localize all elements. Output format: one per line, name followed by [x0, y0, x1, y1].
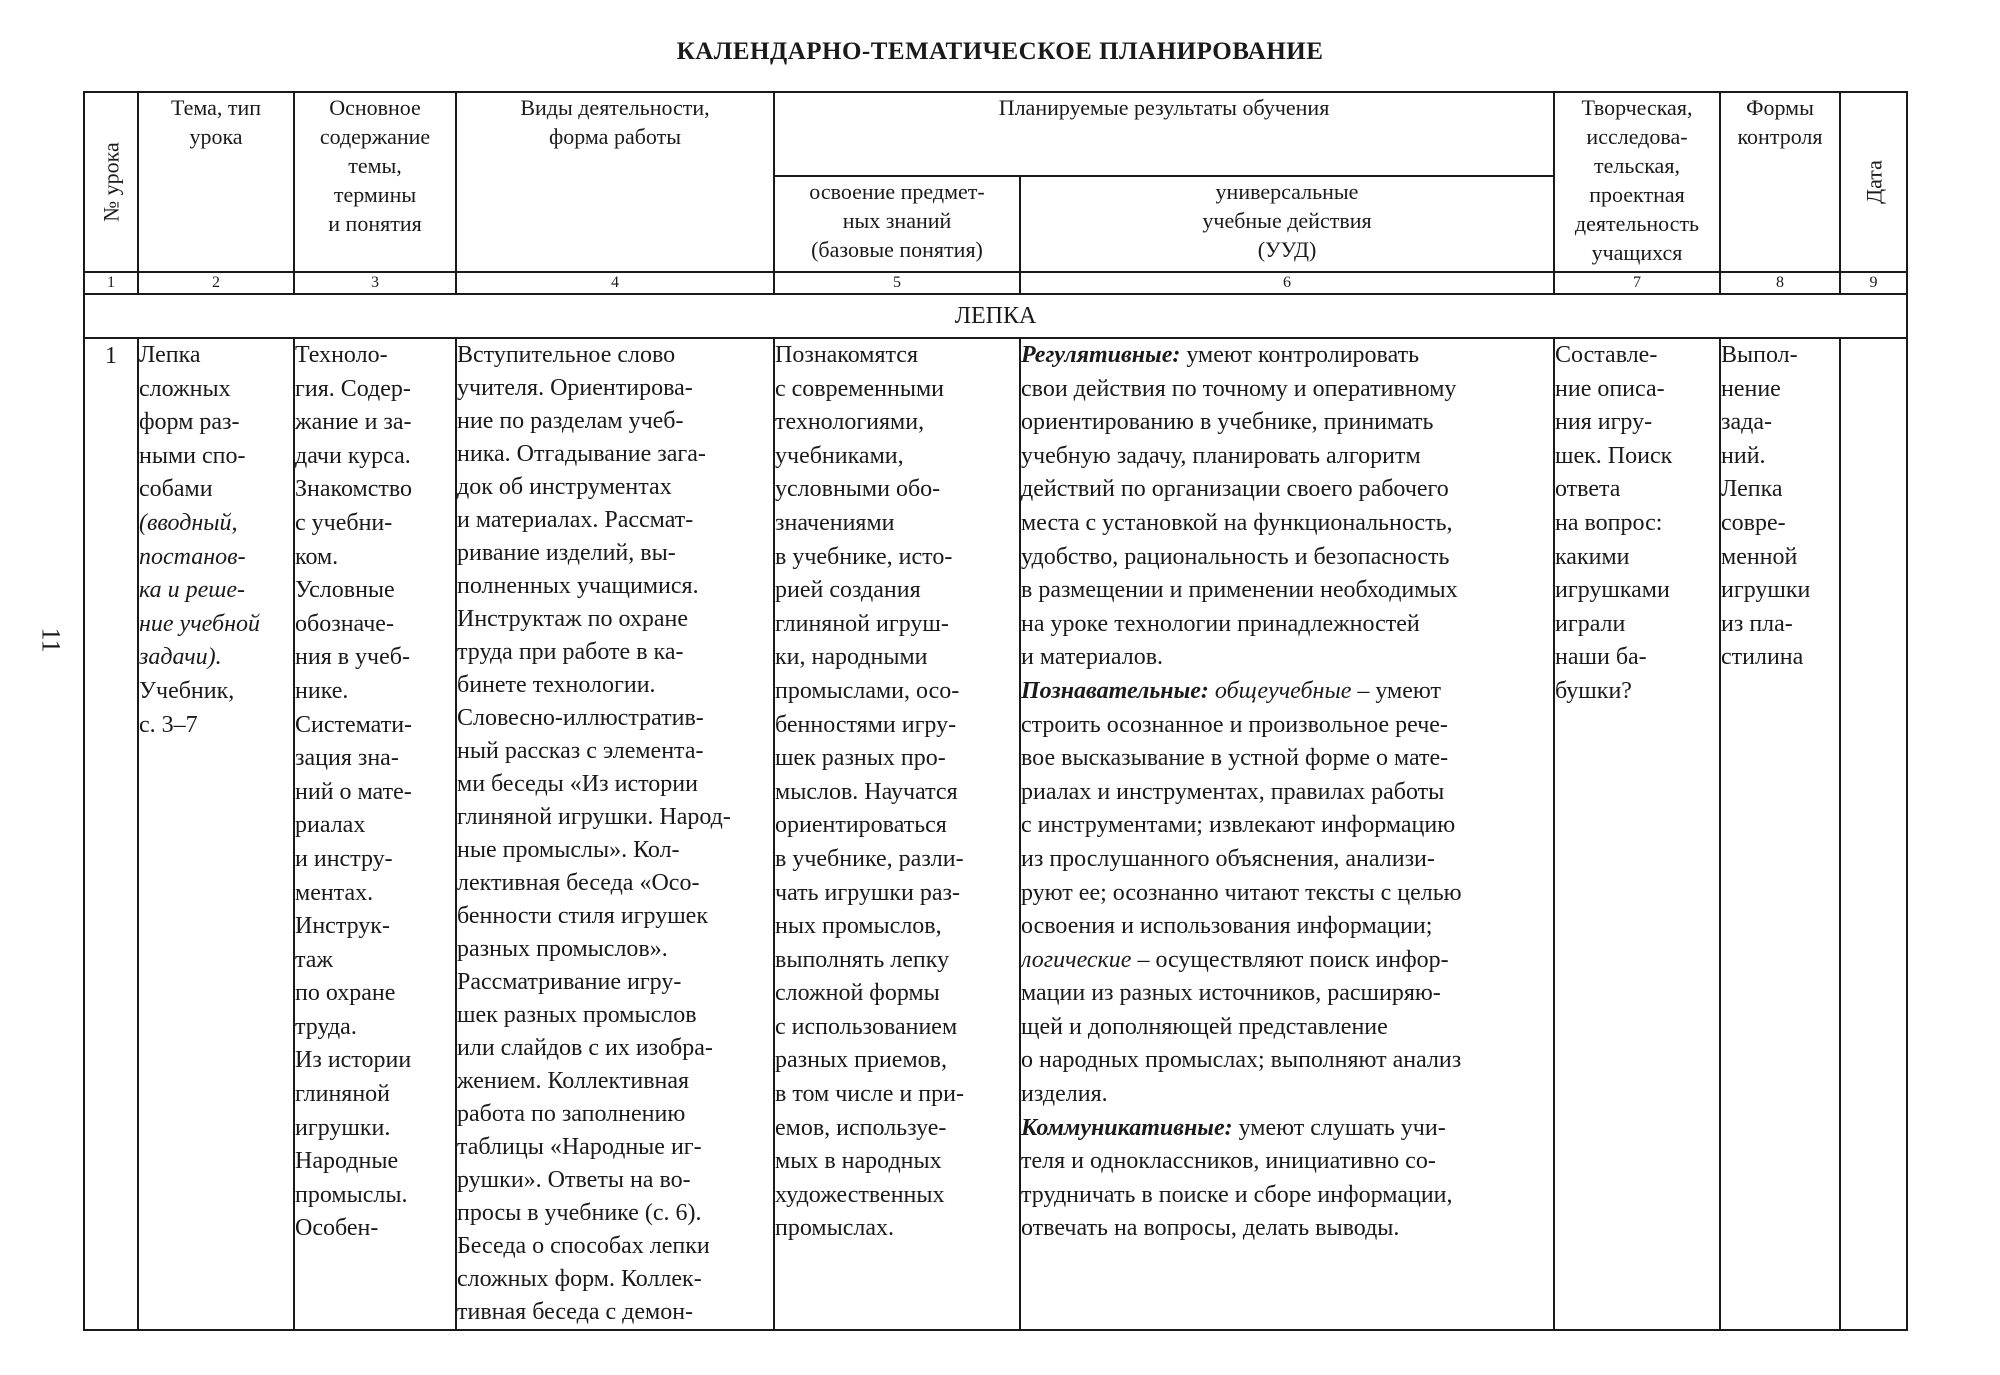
text-line: Словесно-иллюстратив- — [457, 705, 704, 731]
text-line: ки, народными — [775, 644, 928, 671]
text-line: шек разных промыслов — [457, 1002, 697, 1028]
text-line: Виды деятельности, — [520, 95, 710, 120]
text-line: ментах. — [295, 879, 374, 906]
column-number: 7 — [1554, 272, 1720, 294]
uud-logical-label: логические — [1021, 946, 1132, 973]
text-line: отвечать на вопросы, делать выводы. — [1021, 1215, 1400, 1242]
lesson-activities — [456, 338, 774, 1330]
text-line: проектная — [1589, 182, 1685, 207]
text-line: Техноло- — [295, 342, 388, 368]
text-line: из пла- — [1721, 610, 1793, 637]
text-line: и материалах. Рассмат- — [457, 507, 694, 533]
uud-logical-text — [1021, 977, 1553, 1111]
text-line: вое высказывание в устной форме о мате- — [1021, 745, 1449, 772]
lesson-row — [84, 338, 1907, 1330]
text-line: игрушками — [1555, 577, 1670, 604]
text-line: менной — [1721, 543, 1798, 570]
text-line: строить осознанное и произвольное рече- — [1021, 711, 1448, 738]
text-line: мации из разных источников, расширяю- — [1021, 980, 1441, 1007]
text-line: чать игрушки раз- — [775, 879, 961, 906]
text-line: ных промыслов, — [775, 913, 942, 940]
text-line: Составле- — [1555, 342, 1658, 368]
text-line: Особен- — [295, 1215, 379, 1242]
header-planned-results: Планируемые результаты обучения — [774, 92, 1554, 176]
page-number: 11 — [36, 627, 66, 653]
text-line: ние по разделам учеб- — [457, 408, 684, 434]
text-line: из прослушанного объяснения, анализи- — [1021, 845, 1435, 872]
text-line: Формы — [1746, 95, 1814, 120]
uud-communicative-label: Коммуникативные: — [1021, 1114, 1233, 1141]
text-line: учебную задачу, планировать алгоритм — [1021, 442, 1421, 469]
uud-regulative-label: Регулятивные: — [1021, 342, 1181, 368]
text-line: ные промыслы». Кол- — [457, 837, 680, 863]
text-line: шек разных про- — [775, 745, 946, 772]
text-line: Вступительное слово — [457, 342, 676, 368]
text-line: учебные действия — [1202, 208, 1372, 233]
text-line: наши ба- — [1555, 644, 1647, 671]
text-line: шек. Поиск — [1555, 442, 1673, 469]
text-line: (базовые понятия) — [811, 237, 983, 262]
lesson-topic: Лепка сложных форм раз- ными спо- собами (вводный, постанов- ка и реше- ние учебной задачи). Учебник, с. 3–7 — [138, 338, 294, 1330]
text-line: места с установкой на функциональность, — [1021, 509, 1453, 536]
text-line: термины — [333, 182, 417, 207]
text-line: риалах и инструментах, правилах работы — [1021, 778, 1445, 805]
text-line: промыслах. — [775, 1215, 894, 1242]
text-line: освоения и использования информации; — [1021, 913, 1433, 940]
text-line: трудничать в поиске и сборе информации, — [1021, 1181, 1453, 1208]
text-line: на уроке технологии принадлежностей — [1021, 610, 1420, 637]
text-line: и инстру- — [295, 845, 393, 872]
text-line: тивная беседа с демон- — [457, 1299, 694, 1325]
lesson-knowledge — [774, 338, 1020, 1330]
column-number: 8 — [1720, 272, 1840, 294]
text-line: в учебнике, исто- — [775, 543, 953, 570]
text-line: условными обо- — [775, 476, 941, 503]
column-number: 5 — [774, 272, 1020, 294]
text-line: мых в народных — [775, 1148, 942, 1175]
text-line: художественных — [775, 1181, 945, 1208]
text-line: нение — [1721, 375, 1781, 402]
text-line: дачи курса. — [295, 442, 411, 469]
text-line: сложной формы — [775, 980, 940, 1007]
text-line: темы, — [348, 153, 402, 178]
text-line: Творческая, — [1581, 95, 1693, 120]
text-line: ния игру- — [1555, 409, 1653, 436]
text-line: рушки». Ответы на во- — [457, 1167, 691, 1193]
text-line: удобство, рациональность и безопасность — [1021, 543, 1450, 570]
text-line: какими — [1555, 543, 1630, 570]
text-line: Познакомятся — [775, 342, 918, 368]
lesson-uud: Регулятивные: умеют контролировать свои действия по точному и оперативному ориентированию в учебнике, принимать учебную задачу, планировать алгоритм действий по организации своего рабочего места с установкой на функциональность, удобство, рациональность и безопасность в размещении и применении необходимых на уроке технологии принадлежностей и материалов. Познавательные: общеучебные – умеют строить осознанное и произвольное рече- вое высказывание в устной форме о мате- риалах и инструментах, правилах работы с инструментами; извлекают информацию из прослушанного объяснения, анализи- руют ее; осознанно читают тексты с целью освоения и использования информации; логические – осуществляют поиск инфор- мации из разных источников, расширяю- щей и дополняющей представление о народных промыслах; выполняют анализ изделия. Коммуникативные: умеют слушать учи- теля и одноклассников, инициативно со- трудничать в поиске и сборе информации, отвечать на вопросы, делать выводы. — [1020, 338, 1554, 1330]
text-line: ривание изделий, вы- — [457, 540, 676, 566]
text-line: Рассматривание игру- — [457, 969, 682, 995]
text-line: док об инструментах — [457, 474, 672, 500]
text-line: (УУД) — [1257, 237, 1317, 262]
text-line: зада- — [1721, 409, 1772, 436]
header-date: Дата — [1840, 92, 1907, 272]
text-line: Народные — [295, 1148, 399, 1175]
lesson-number: 1 — [84, 338, 138, 1330]
text-line: глиняной игрушки. Народ- — [457, 804, 731, 830]
text-line: с использованием — [775, 1013, 958, 1040]
header-creative-activity — [1554, 92, 1720, 272]
text-line: учебниками, — [775, 442, 904, 469]
text-line: исследова- — [1586, 124, 1688, 149]
text-line: Лепка — [1721, 476, 1783, 503]
text-line: Инструктаж по охране — [457, 606, 689, 632]
column-number: 3 — [294, 272, 456, 294]
header-lesson-number: № урока — [84, 92, 138, 272]
planning-table — [83, 91, 1908, 1331]
text-line: бинете технологии. — [457, 672, 656, 698]
text-line: нике. — [295, 677, 349, 704]
uud-regulative-text — [1021, 373, 1553, 675]
header-control-forms — [1720, 92, 1840, 272]
text-line: бушки? — [1555, 677, 1632, 704]
text-line: мыслов. Научатся — [775, 778, 958, 805]
text-line: учителя. Ориентирова- — [457, 375, 693, 401]
text-line: промыслы. — [295, 1181, 408, 1208]
page-title: КАЛЕНДАРНО-ТЕМАТИЧЕСКОЕ ПЛАНИРОВАНИЕ — [676, 38, 1324, 65]
text-line: или слайдов с их изобра- — [457, 1035, 713, 1061]
text-line: по охране — [295, 980, 396, 1007]
text-line: ком. — [295, 543, 339, 570]
text-line: форма работы — [548, 124, 682, 149]
text-line: и материалов. — [1021, 644, 1164, 671]
text-line: бенностями игру- — [775, 711, 957, 738]
text-line: игрушки. — [295, 1114, 391, 1141]
text-line: ный рассказ с элемента- — [457, 738, 704, 764]
text-line: освоение предмет- — [809, 179, 985, 204]
text-line: урока — [189, 124, 243, 149]
header-subject-knowledge — [774, 176, 1020, 272]
text-line: совре- — [1721, 509, 1786, 536]
text-line: универсальные — [1215, 179, 1359, 204]
lesson-date — [1840, 338, 1907, 1330]
text-line: ний о мате- — [295, 778, 412, 805]
uud-cognitive-label: Познавательные: — [1021, 677, 1209, 704]
text-line: разных приемов, — [775, 1047, 947, 1074]
text-line: с учебни- — [295, 509, 393, 536]
lesson-content — [294, 338, 456, 1330]
text-line: ние описа- — [1555, 375, 1665, 402]
text-line: ответа — [1555, 476, 1621, 503]
text-line: и понятия — [328, 211, 422, 236]
text-line: щей и дополняющей представление — [1021, 1013, 1388, 1040]
text-line: ния в учеб- — [295, 644, 410, 671]
text-line: Знакомство — [295, 476, 412, 503]
text-line: Основное — [329, 95, 421, 120]
column-number: 1 — [84, 272, 138, 294]
text-line: таж — [295, 946, 334, 973]
text-line: риалах — [295, 812, 366, 839]
text-line: изделия. — [1021, 1081, 1108, 1108]
text-line: в учебнике, разли- — [775, 845, 964, 872]
text-line: ных знаний — [842, 208, 952, 233]
text-line: промыслами, осо- — [775, 677, 960, 704]
text-line: контроля — [1737, 124, 1823, 149]
header-topic — [138, 92, 294, 272]
lesson-creative-activity — [1554, 338, 1720, 1330]
text-line: гия. Содер- — [295, 375, 411, 402]
text-line: с инструментами; извлекают информацию — [1021, 812, 1456, 839]
text-line: Тема, тип — [170, 95, 262, 120]
text-line: значениями — [775, 509, 895, 536]
text-line: зация зна- — [295, 745, 399, 772]
text-line: играли — [1555, 610, 1626, 637]
header-content — [294, 92, 456, 272]
text-line: сложных форм. Коллек- — [457, 1266, 702, 1292]
text-line: свои действия по точному и оперативному — [1021, 375, 1457, 402]
text-line: руют ее; осознанно читают тексты с целью — [1021, 879, 1462, 906]
text-line: игрушки — [1721, 577, 1811, 604]
text-line: обозначе- — [295, 610, 394, 637]
column-number: 2 — [138, 272, 294, 294]
text-line: теля и одноклассников, инициативно со- — [1021, 1148, 1436, 1175]
text-line: жание и за- — [295, 409, 412, 436]
text-line: труда. — [295, 1013, 357, 1040]
text-line: глиняной игруш- — [775, 610, 949, 637]
text-line: с современными — [775, 375, 944, 402]
text-line: Из истории — [295, 1047, 412, 1074]
text-line: учащихся — [1591, 240, 1683, 265]
lesson-control-forms — [1720, 338, 1840, 1330]
text-line: о народных промыслах; выполняют анализ — [1021, 1047, 1462, 1074]
text-line: ми беседы «Из истории — [457, 771, 698, 797]
text-line: глиняной — [295, 1081, 391, 1108]
text-line: Выпол- — [1721, 342, 1798, 368]
text-line: на вопрос: — [1555, 509, 1663, 536]
text-line: тельская, — [1594, 153, 1680, 178]
text-line: просы в учебнике (с. 6). — [457, 1200, 702, 1226]
text-line: стилина — [1721, 644, 1804, 671]
text-line: ориентироваться — [775, 812, 947, 839]
text-line: технологиями, — [775, 409, 925, 436]
text-line: полненных учащимися. — [457, 573, 699, 599]
text-line: емов, используе- — [775, 1114, 947, 1141]
text-line: Беседа о способах лепки — [457, 1233, 710, 1259]
text-line: Условные — [295, 577, 395, 604]
text-line: разных промыслов». — [457, 936, 668, 962]
header-uud — [1020, 176, 1554, 272]
column-number: 4 — [456, 272, 774, 294]
text-line: Инструк- — [295, 913, 390, 940]
text-line: действий по организации своего рабочего — [1021, 476, 1449, 503]
text-line: Системати- — [295, 711, 413, 738]
text-line: жением. Коллективная — [457, 1068, 690, 1094]
uud-cognitive-text — [1021, 709, 1553, 944]
text-line: ний. — [1721, 442, 1766, 469]
text-line: ника. Отгадывание зага- — [457, 441, 706, 467]
text-line: выполнять лепку — [775, 946, 950, 973]
text-line: бенности стиля игрушек — [457, 903, 708, 929]
text-line: труда при работе в ка- — [457, 639, 684, 665]
header-activities — [456, 92, 774, 272]
text-line: ориентированию в учебнике, принимать — [1021, 409, 1434, 436]
text-line: деятельность — [1574, 211, 1700, 236]
uud-communicative-text — [1021, 1145, 1553, 1246]
text-line: содержание — [319, 124, 431, 149]
text-line: лективная беседа «Осо- — [457, 870, 700, 896]
text-line: рией создания — [775, 577, 921, 604]
text-line: в том числе и при- — [775, 1081, 964, 1108]
section-title: ЛЕПКА — [84, 294, 1907, 338]
text-line: в размещении и применении необходимых — [1021, 577, 1458, 604]
column-number: 9 — [1840, 272, 1907, 294]
text-line: таблицы «Народные иг- — [457, 1134, 702, 1160]
text-line: работа по заполнению — [457, 1101, 686, 1127]
column-numbers-row — [84, 272, 1907, 294]
column-number: 6 — [1020, 272, 1554, 294]
